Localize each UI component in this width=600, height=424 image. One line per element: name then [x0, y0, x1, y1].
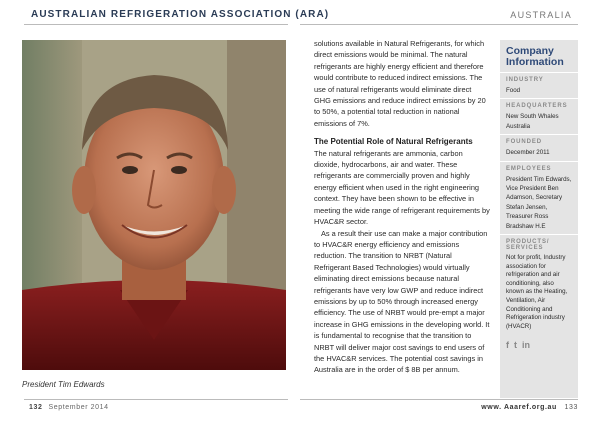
linkedin-icon[interactable]: in	[522, 340, 530, 351]
article-subheading: The Potential Role of Natural Refrigerants	[314, 137, 473, 147]
footer-left	[29, 404, 109, 411]
right-page-number: 133	[564, 404, 578, 411]
employees-section	[500, 161, 578, 234]
company-info-sidebar	[500, 40, 578, 398]
products-section	[500, 234, 578, 334]
products-label: PRODUCTS/ SERVICES	[506, 239, 550, 252]
industry-section	[500, 72, 578, 98]
social-links	[500, 334, 578, 350]
industry-value: Food	[506, 87, 521, 94]
left-page-number: 132	[29, 404, 43, 411]
headquarters-value: New South Whales Australia	[506, 113, 559, 130]
headquarters-label: HEADQUARTERS	[506, 103, 568, 110]
footer-rule-right	[300, 399, 578, 400]
section-label: AUSTRALIA	[510, 10, 572, 20]
publication-title: AUSTRALIAN REFRIGERATION ASSOCIATION (ARA)	[31, 9, 330, 20]
footer-rule-left	[24, 399, 288, 400]
issue-date: September 2014	[48, 404, 109, 411]
footer-right	[481, 404, 578, 411]
headquarters-section	[500, 98, 578, 134]
sidebar-title: Company Information	[506, 45, 564, 68]
header-rule-left	[24, 24, 288, 25]
photo-caption: President Tim Edwards	[22, 380, 105, 389]
founded-label: FOUNDED	[506, 139, 542, 146]
employees-label: EMPLOYEES	[506, 165, 552, 172]
article-paragraph-continued: solutions available in Natural Refrigerants, for which direct emissions would be minimal. The natural refrigerants are highly energy efficient and therefore would contribute to reduced indirect emissions. The use of natural refrigerants would eliminate direct GHG emissions and reduce indirect emissions by 20 to 50%, a potential total reduction in national emissions of 7%.	[314, 39, 486, 128]
industry-label: INDUSTRY	[506, 77, 544, 83]
founded-section	[500, 134, 578, 160]
article-body	[314, 38, 490, 376]
article-paragraph-3: As a result their use can make a major contribution to HVAC&R energy efficiency and emissions reduction. The transition to NRBT (Natural Refrigerant Based Technologies) would virtually eliminating direct emissions because natural refrigerants have very low GWP and reduce indirect emissions by up to 50% through increased energy efficiency. The use of NRBT would pre-empt a major increase in GHG emissions in the developing world. It is fundamental to recognise that the transition to NRBT will deliver major cost savings to end users of the HVAC&R services. The potential cost savings in Australia are in the order of $ 8B per annum.	[314, 228, 490, 375]
website-url: www. Aaaref.org.au	[481, 404, 557, 411]
twitter-icon[interactable]: t	[514, 340, 517, 351]
portrait-photo	[22, 40, 286, 370]
article-paragraph-2: The natural refrigerants are ammonia, carbon dioxide, hydrocarbons, air and water. These refrigerants are commercially proven and highly energy efficient when used in the right engineering context. They have been shown to be effective in meeting the wide range of refrigerant requirements by HVAC&R sector.	[314, 148, 490, 227]
founded-value: December 2011	[506, 149, 550, 157]
employees-value: President Tim Edwards, Vice President Ben Adamson, Secretary Stefan Jensen, Treasurer Ross Bradshaw H.E	[506, 175, 572, 230]
facebook-icon[interactable]: f	[506, 340, 509, 351]
products-value: Not for profit, Industry association for refrigeration and air conditioning, also known as the Heating, Ventilation, Air Conditioning and Refrigeration industry (HVACR)	[506, 254, 568, 330]
header-rule-right	[300, 24, 578, 25]
portrait-illustration	[22, 40, 286, 370]
